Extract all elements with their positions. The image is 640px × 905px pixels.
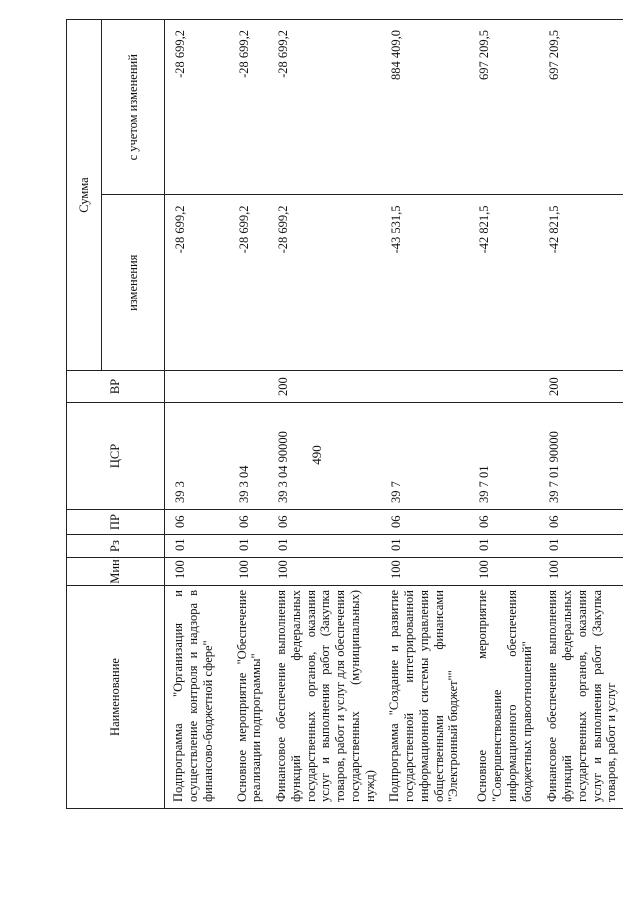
row-rz: 01: [229, 535, 269, 558]
row-vr: 200: [539, 371, 623, 403]
table-row: [539, 20, 623, 809]
row-with-changes: -28 699,2: [165, 20, 229, 196]
header-csr: ЦСР: [67, 403, 165, 510]
table-row: [381, 20, 469, 809]
row-rz: 01: [469, 535, 539, 558]
row-pr: 06: [469, 510, 539, 535]
table-body: [165, 20, 624, 809]
row-min: 100: [268, 558, 381, 586]
row-with-changes: -28 699,2: [268, 20, 381, 196]
row-with-changes: 697 209,5: [469, 20, 539, 196]
row-min: 100: [229, 558, 269, 586]
row-name: Подпрограмма "Создание и развитие государственной интегрированной информационной системы управления общественными финансами "Электронный бюджет"": [381, 586, 469, 809]
header-pr: ПР: [67, 510, 165, 535]
row-change: -28 699,2: [268, 195, 381, 371]
row-change: -42 821,5: [469, 195, 539, 371]
row-rz: 01: [381, 535, 469, 558]
row-change: -28 699,2: [229, 195, 269, 371]
row-vr: [469, 371, 539, 403]
row-name: Основное мероприятие "Совершенствование информационного обеспечения бюджетных правоотношений": [469, 586, 539, 809]
row-min: 100: [469, 558, 539, 586]
row-rz: 01: [268, 535, 381, 558]
row-vr: [229, 371, 269, 403]
header-change: изменения: [102, 195, 165, 371]
row-min: 100: [165, 558, 229, 586]
row-change: -28 699,2: [165, 195, 229, 371]
row-csr: 39 7 01: [469, 403, 539, 510]
row-pr: 06: [539, 510, 623, 535]
row-pr: 06: [381, 510, 469, 535]
page-number: 490: [309, 445, 324, 465]
row-pr: 06: [268, 510, 381, 535]
row-change: -42 821,5: [539, 195, 623, 371]
row-vr: [165, 371, 229, 403]
header-vr: ВР: [67, 371, 165, 403]
row-with-changes: 697 209,5: [539, 20, 623, 196]
row-min: 100: [539, 558, 623, 586]
row-name: Основное мероприятие "Обеспечение реализации подпрограммы": [229, 586, 269, 809]
table-row: [469, 20, 539, 809]
table-row: [229, 20, 269, 809]
row-name: Финансовое обеспечение выполнения функций федеральных государственных органов, оказания услуг и выполнения работ (Закупка товаров, работ и услуг: [539, 586, 623, 809]
row-vr: 200: [268, 371, 381, 403]
row-csr: 39 3: [165, 403, 229, 510]
header-rz: Рз: [67, 535, 165, 558]
row-csr: 39 3 04: [229, 403, 269, 510]
header-with-changes: с учетом изменений: [102, 20, 165, 196]
row-with-changes: 884 409,0: [381, 20, 469, 196]
table-row: [165, 20, 229, 809]
row-name: Подпрограмма "Организация и осуществление контроля и надзора в финансово-бюджетной сфере": [165, 586, 229, 809]
row-name: Финансовое обеспечение выполнения функций федеральных государственных органов, оказания услуг и выполнения работ (Закупка товаров, работ и услуг для обеспечения государственных (муниципальных) нужд): [268, 586, 381, 809]
row-pr: 06: [229, 510, 269, 535]
row-pr: 06: [165, 510, 229, 535]
row-csr: 39 7: [381, 403, 469, 510]
row-min: 100: [381, 558, 469, 586]
row-vr: [381, 371, 469, 403]
header-sum: Сумма: [67, 20, 102, 371]
row-csr: 39 3 04 90000: [268, 403, 381, 510]
header-name: Наименование: [67, 586, 165, 809]
table-row: [268, 20, 381, 809]
budget-table: [66, 19, 623, 809]
header-min: Мин: [67, 558, 165, 586]
row-change: -43 531,5: [381, 195, 469, 371]
row-rz: 01: [165, 535, 229, 558]
row-with-changes: -28 699,2: [229, 20, 269, 196]
row-rz: 01: [539, 535, 623, 558]
row-csr: 39 7 01 90000: [539, 403, 623, 510]
